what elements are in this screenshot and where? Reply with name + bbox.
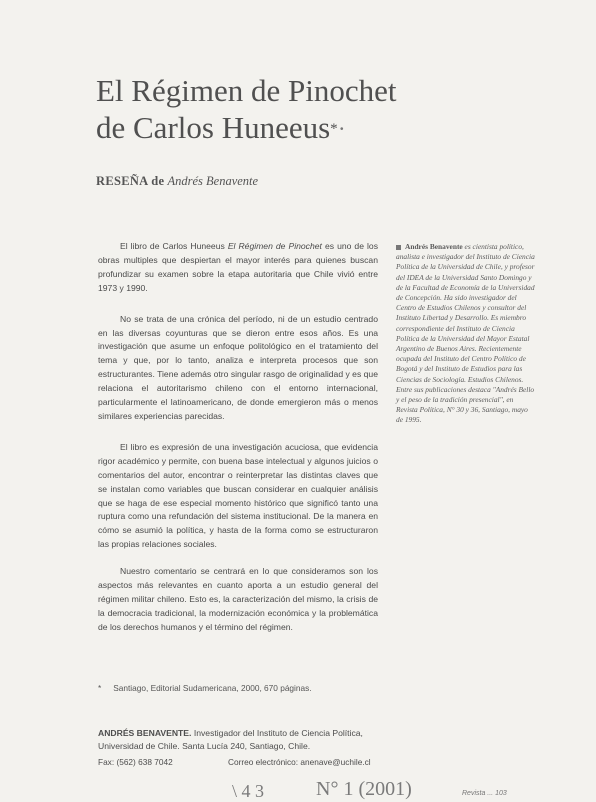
fax-number: Fax: (562) 638 7042	[98, 757, 173, 767]
stray-mark: •	[340, 124, 344, 135]
paragraph-1	[98, 240, 378, 296]
title-line-1: El Régimen de Pinochet	[96, 73, 397, 108]
p1-rest: es uno de los obras multiples que despiertan el mayor interés para quienes buscan profundizar su examen sobre la etapa autoritaria que Chile vivió entre 1973 y 1990.	[98, 241, 379, 293]
page-reference: Revista ... 103	[462, 790, 507, 797]
author-affiliation	[98, 727, 398, 753]
review-body	[98, 240, 378, 649]
footnote	[98, 683, 398, 693]
book-title: El Régimen de Pinochet	[227, 241, 322, 251]
title-line-2: de Carlos Huneeus	[96, 110, 331, 145]
paragraph-3: El libro es expresión de una investigación acuciosa, que evidencia rigor académico y permite, con buena base intelectual y algunos juicios o comentarios del autor, encontrar o reinterpretar las distintas claves que se instalan como variables que buscan considerar en cualquier análisis que se haga de ese especial momento histórico que significó tanto una ruptura como una refundación del sistema institucional. De la manera en cómo se asumió la política, y hasta de la forma como se estructuraron las propias relaciones sociales.	[98, 441, 378, 550]
review-label: RESEÑA de	[96, 174, 165, 188]
affiliation-name: ANDRÉS BENAVENTE.	[98, 728, 192, 738]
review-byline	[96, 174, 258, 189]
bullet-square-icon	[396, 245, 401, 250]
paragraph-2: No se trata de una crónica del período, ni de un estudio centrado en las diversas coyunturas que se dieron entre esos años. Es una investigación que asume un enfoque politológico en el tratamiento del tema y que, por lo tanto, analiza e interpreta procesos que son estructurantes. Tiene además otro singular rasgo de originalidad y es que relaciona el autoritarismo chileno con el entorno internacional, particularmente el latinoamericano, de donde emergieron más o menos similares experiencias parecidas.	[98, 313, 378, 421]
handwritten-note-left: \ 4 3	[232, 781, 265, 801]
email-address: Correo electrónico: anenave@uchile.cl	[228, 757, 371, 767]
author-bio	[396, 242, 536, 426]
review-author: Andrés Benavente	[167, 174, 259, 188]
bio-name: Andrés Benavente	[405, 242, 463, 251]
page-title	[96, 72, 426, 146]
affiliation-text: Investigador del Instituto de Ciencia Política, Universidad de Chile. Santa Lucía 240, Santiago, Chile.	[98, 728, 363, 751]
footnote-mark: *	[330, 121, 338, 137]
paragraph-4: Nuestro comentario se centrará en lo que consideramos son los aspectos más relevantes en cuanto aporta a un estudio general del régimen militar chileno. Esto es, la caracterización del mismo, la crisis de la democracia tradicional, la modernización económica y la problemática de los derechos humanos y el término del régimen.	[98, 566, 378, 632]
contact-line	[98, 757, 428, 767]
handwritten-note-right: N° 1 (2001)	[316, 778, 412, 800]
p1-intro: El libro de Carlos Huneeus	[120, 241, 225, 251]
bio-text: es cientista político, analista e investigador del Instituto de Ciencia Política de la Universidad de Chile, y profesor del IDEA de la Universidad Santo Domingo y de la Facultad de Economía de la Universidad de Concepción. Ha sido investigador del Centro de Estudios Chilenos y consultor del Instituto Libertad y Desarrollo. Es miembro correspondiente del Instituto de Ciencia Política de la Universidad del Mayor Estatal Argentino de Buenos Aires. Recientemente ocupada del Instituto del Centro Político de Bogotá y del Instituto de Estudios para las Ciencias de Sociología. Estudios Chilenos. Entre sus publicaciones destaca "Andrés Bello y el peso de la tradición presencial", en Revista Política, N° 30 y 36, Santiago, mayo de 1995.	[396, 242, 535, 425]
footnote-text: Santiago, Editorial Sudamericana, 2000, 670 páginas.	[113, 683, 312, 693]
footnote-symbol: *	[98, 683, 102, 693]
